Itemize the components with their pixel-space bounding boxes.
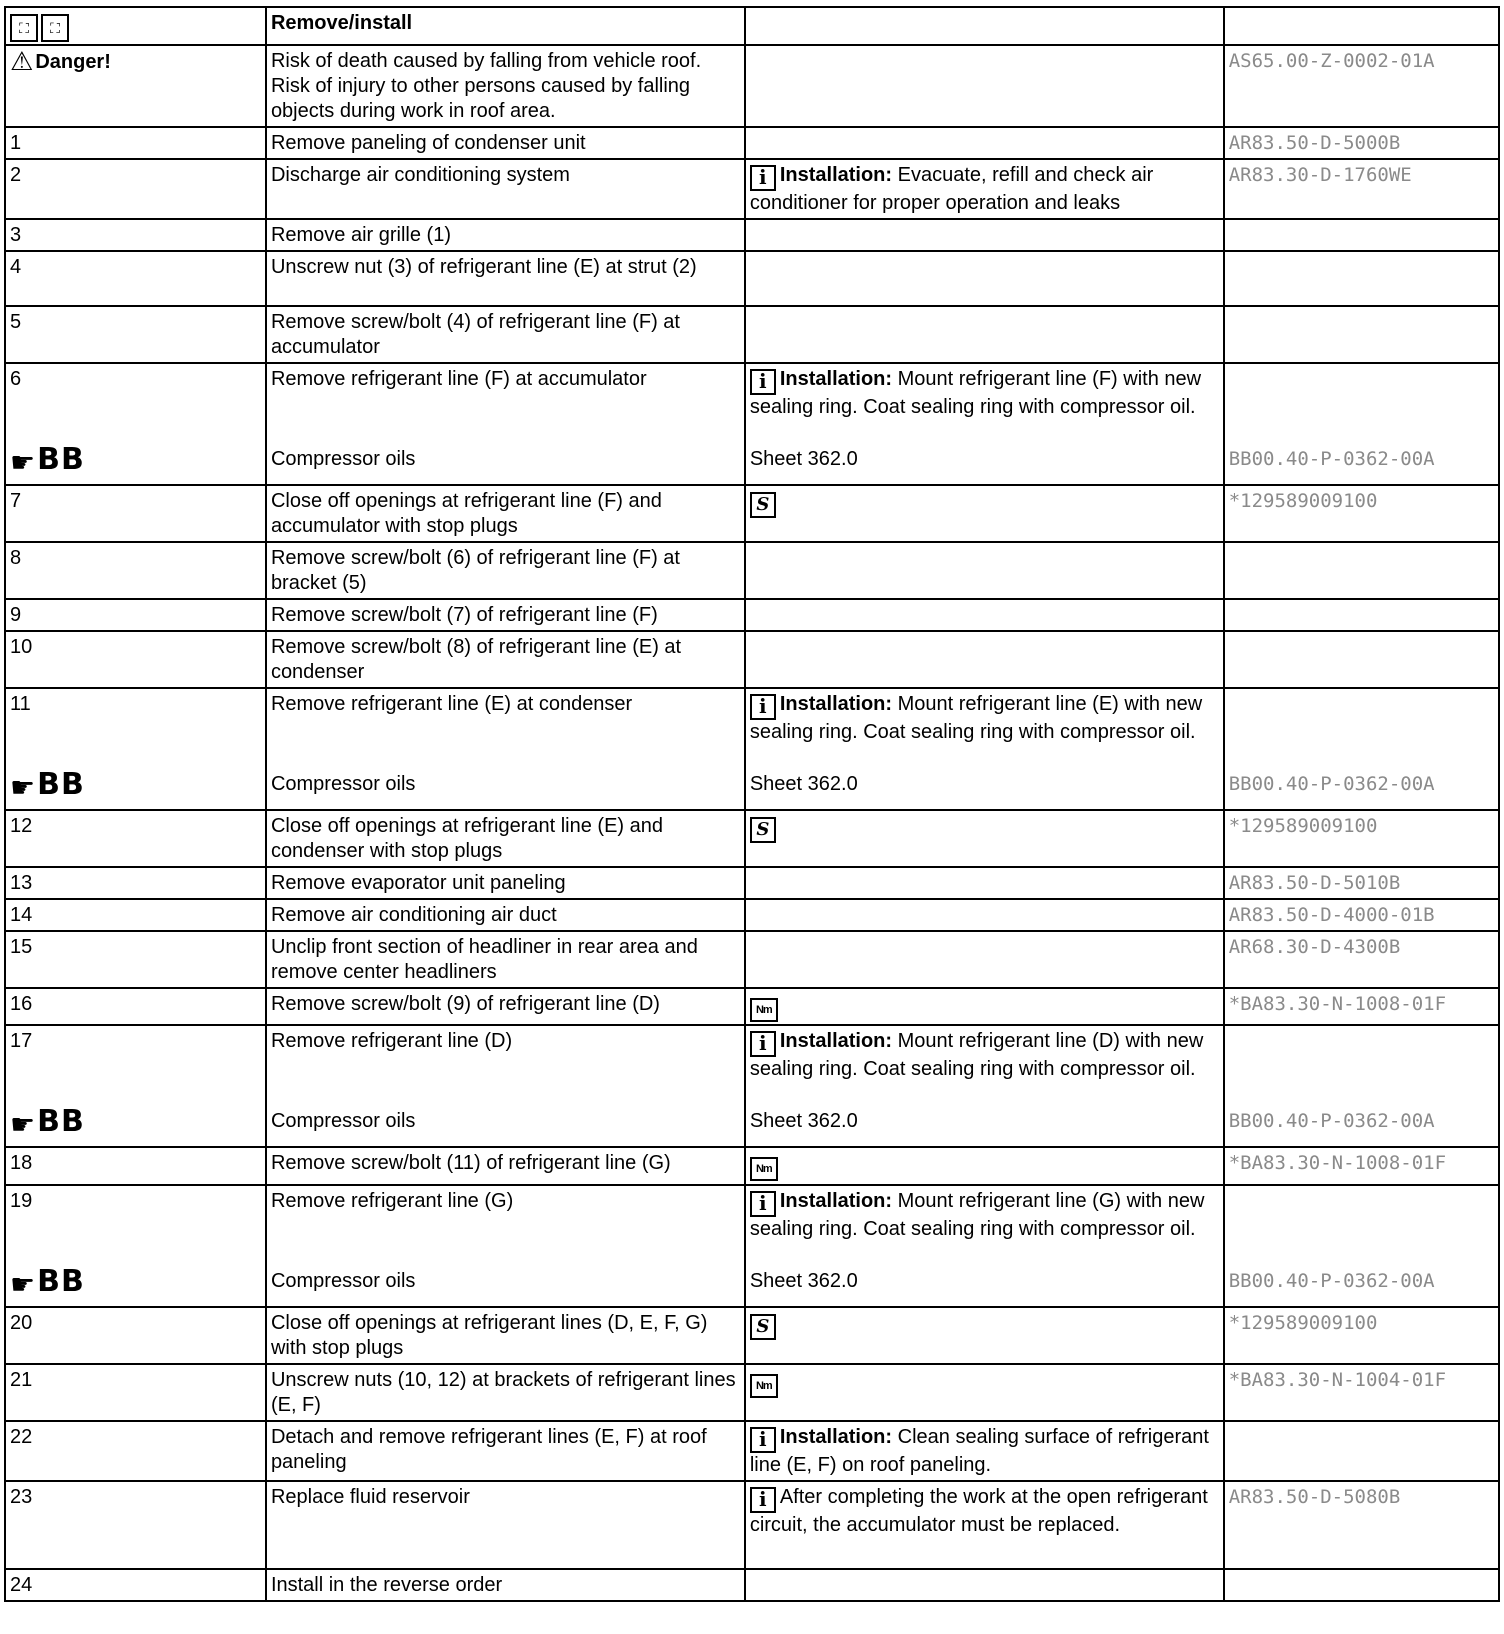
sheet-label: Sheet 362.0: [749, 1110, 858, 1132]
step-ref-cell: [1224, 1025, 1499, 1147]
step-text: Unscrew nuts (10, 12) at brackets of refrigerant lines (E, F): [266, 1364, 745, 1421]
step-number: 18: [5, 1147, 266, 1185]
table-row: [5, 931, 1499, 988]
step-ref-link[interactable]: AR68.30-D-4300B: [1224, 931, 1499, 988]
pointing-hand-icon: ☛: [10, 447, 36, 478]
step-text: Unscrew nut (3) of refrigerant line (E) at strut (2): [266, 251, 745, 306]
step-text: Install in the reverse order: [266, 1569, 745, 1601]
step-text: Remove evaporator unit paneling: [266, 867, 745, 899]
danger-label: Danger!: [35, 51, 111, 73]
step-number: 14: [5, 899, 266, 931]
step-text: Remove refrigerant line (E) at condenser: [270, 693, 633, 715]
sheet-label: Sheet 362.0: [749, 773, 858, 795]
step-number-cell: [5, 1025, 266, 1147]
compressor-oils-label: Compressor oils: [270, 1270, 416, 1292]
step-ref-link[interactable]: AR83.50-D-5000B: [1224, 127, 1499, 159]
info-icon: i: [750, 694, 776, 720]
step-number: 3: [5, 219, 266, 251]
step-text-cell: [266, 688, 745, 810]
step-number: 7: [5, 485, 266, 542]
info-icon: i: [750, 369, 776, 395]
step-note: i Installation: Mount refrigerant line (D) with new sealing ring. Coat sealing ring with compressor oil.: [749, 1030, 1204, 1080]
info-icon: i: [750, 1031, 776, 1057]
danger-ref-link[interactable]: AS65.00-Z-0002-01A: [1224, 45, 1499, 127]
step-number-cell: [5, 363, 266, 485]
step-number: 15: [5, 931, 266, 988]
bb-ref-link[interactable]: BB00.40-P-0362-00A: [1228, 1110, 1435, 1132]
installation-label: Installation:: [779, 164, 893, 186]
step-text-cell: [266, 363, 745, 485]
step-number: 23: [5, 1481, 266, 1569]
step-text: Remove screw/bolt (7) of refrigerant line (F): [266, 599, 745, 631]
step-ref-cell: [1224, 363, 1499, 485]
step-number: 10: [5, 631, 266, 688]
step-text: Close off openings at refrigerant lines (D, E, F, G) with stop plugs: [266, 1307, 745, 1364]
table-row: [5, 810, 1499, 867]
step-text: Remove refrigerant line (D): [270, 1030, 513, 1052]
bb-ref-link[interactable]: BB00.40-P-0362-00A: [1228, 448, 1435, 470]
step-text: Remove screw/bolt (8) of refrigerant line (E) at condenser: [266, 631, 745, 688]
bb-marker: ☛BB: [10, 1264, 85, 1300]
step-text: Remove refrigerant line (G): [270, 1190, 514, 1212]
step-ref-cell: [1224, 688, 1499, 810]
table-row: [5, 1025, 1499, 1147]
warning-triangle-icon: ⚠: [10, 46, 34, 76]
step-note: i After completing the work at the open refrigerant circuit, the accumulator must be replaced.: [745, 1481, 1224, 1569]
torque-nm-icon: Nm: [750, 1374, 778, 1398]
table-row: [5, 542, 1499, 599]
table-row: [5, 599, 1499, 631]
table-row: [5, 1421, 1499, 1481]
step-text: Unclip front section of headliner in rear area and remove center headliners: [266, 931, 745, 988]
bb-marker: ☛BB: [10, 442, 85, 478]
table-header-row: [5, 7, 1499, 45]
table-row: [5, 1185, 1499, 1307]
bb-ref-link[interactable]: BB00.40-P-0362-00A: [1228, 1270, 1435, 1292]
info-icon: i: [750, 1191, 776, 1217]
step-number-cell: [5, 688, 266, 810]
sheet-label: Sheet 362.0: [749, 448, 858, 470]
step-number: 12: [5, 810, 266, 867]
info-icon: i: [750, 1487, 776, 1513]
pointing-hand-icon: ☛: [10, 772, 36, 803]
header-empty-cell: [1224, 7, 1499, 45]
step-note: i Installation: Mount refrigerant line (F) with new sealing ring. Coat sealing ring with compressor oil.: [749, 368, 1202, 418]
step-number: 21: [5, 1364, 266, 1421]
info-icon: i: [750, 1427, 776, 1453]
table-row: [5, 899, 1499, 931]
table-row: [5, 251, 1499, 306]
step-number: 4: [5, 251, 266, 306]
bb-ref-link[interactable]: BB00.40-P-0362-00A: [1228, 773, 1435, 795]
table-row: [5, 988, 1499, 1025]
compressor-oils-label: Compressor oils: [270, 1110, 416, 1132]
step-text: Detach and remove refrigerant lines (E, F) at roof paneling: [266, 1421, 745, 1481]
table-row: [5, 363, 1499, 485]
header-title: Remove/install: [266, 7, 745, 45]
step-ref-link[interactable]: AR83.50-D-4000-01B: [1224, 899, 1499, 931]
step-text: Replace fluid reservoir: [266, 1481, 745, 1569]
header-empty-cell: [745, 7, 1224, 45]
step-number: 1: [5, 127, 266, 159]
step-note-cell: [745, 1025, 1224, 1147]
compressor-oils-label: Compressor oils: [270, 773, 416, 795]
table-row: [5, 159, 1499, 219]
step-text-cell: [266, 1185, 745, 1307]
step-text: Remove air conditioning air duct: [266, 899, 745, 931]
step-ref-link[interactable]: AR83.50-D-5080B: [1224, 1481, 1499, 1569]
step-text-cell: [266, 1025, 745, 1147]
step-text: Remove screw/bolt (9) of refrigerant line (D): [266, 988, 745, 1025]
step-number: 24: [5, 1569, 266, 1601]
table-row: [5, 1569, 1499, 1601]
step-ref-link[interactable]: *129589009100: [1224, 1307, 1499, 1364]
step-number-cell: [5, 1185, 266, 1307]
special-tool-icon: S: [750, 1314, 776, 1340]
step-number: 11: [10, 693, 31, 715]
procedure-table: [4, 6, 1500, 1602]
step-ref-link[interactable]: *BA83.30-N-1004-01F: [1224, 1364, 1499, 1421]
danger-row: [5, 45, 1499, 127]
table-row: [5, 219, 1499, 251]
special-tool-icon: S: [750, 817, 776, 843]
step-ref-link[interactable]: *BA83.30-N-1008-01F: [1224, 1147, 1499, 1185]
step-text: Remove paneling of condenser unit: [266, 127, 745, 159]
sheet-label: Sheet 362.0: [749, 1270, 858, 1292]
table-row: [5, 1147, 1499, 1185]
note-text: Evacuate, refill and check air conditioner for proper operation and leaks: [749, 164, 1154, 214]
step-text: Close off openings at refrigerant line (F) and accumulator with stop plugs: [266, 485, 745, 542]
step-number: 16: [5, 988, 266, 1025]
table-row: [5, 631, 1499, 688]
step-ref-link[interactable]: *129589009100: [1224, 810, 1499, 867]
step-text: Remove air grille (1): [266, 219, 745, 251]
table-row: [5, 127, 1499, 159]
compressor-oils-label: Compressor oils: [270, 448, 416, 470]
step-note: [745, 159, 1224, 219]
step-number: 20: [5, 1307, 266, 1364]
step-text: Remove screw/bolt (11) of refrigerant line (G): [266, 1147, 745, 1185]
step-note-cell: [745, 363, 1224, 485]
danger-cell: [5, 45, 266, 127]
step-number: 2: [5, 159, 266, 219]
torque-nm-icon: Nm: [750, 1157, 778, 1181]
bb-marker: ☛BB: [10, 767, 85, 803]
step-number: 5: [5, 306, 266, 363]
step-note: i Installation: Mount refrigerant line (G) with new sealing ring. Coat sealing ring with compressor oil.: [749, 1190, 1205, 1240]
table-row: [5, 1307, 1499, 1364]
step-number: 8: [5, 542, 266, 599]
step-text: Close off openings at refrigerant line (E) and condenser with stop plugs: [266, 810, 745, 867]
step-ref-cell: [1224, 1185, 1499, 1307]
step-number: 9: [5, 599, 266, 631]
step-note: i Installation: Mount refrigerant line (E) with new sealing ring. Coat sealing ring with compressor oil.: [749, 693, 1203, 743]
step-number: 22: [5, 1421, 266, 1481]
step-ref-link[interactable]: AR83.50-D-5010B: [1224, 867, 1499, 899]
collapse-icon[interactable]: ⛶: [41, 14, 69, 42]
table-row: [5, 306, 1499, 363]
step-number: 17: [10, 1030, 33, 1052]
step-number: 6: [10, 368, 22, 390]
danger-text: Risk of death caused by falling from vehicle roof. Risk of injury to other persons caused by falling objects during work in roof area.: [266, 45, 745, 127]
step-text: Remove screw/bolt (6) of refrigerant line (F) at bracket (5): [266, 542, 745, 599]
table-row: [5, 485, 1499, 542]
step-note-cell: [745, 1185, 1224, 1307]
pointing-hand-icon: ☛: [10, 1269, 36, 1300]
step-note-cell: [745, 688, 1224, 810]
step-ref-link[interactable]: AR83.30-D-1760WE: [1224, 159, 1499, 219]
step-ref-link[interactable]: *BA83.30-N-1008-01F: [1224, 988, 1499, 1025]
info-icon: i: [750, 165, 776, 191]
pointing-hand-icon: ☛: [10, 1109, 36, 1140]
table-row: [5, 1364, 1499, 1421]
step-text: Remove refrigerant line (F) at accumulator: [270, 368, 647, 390]
expand-icon[interactable]: ⛶: [10, 14, 38, 42]
table-row: [5, 867, 1499, 899]
special-tool-icon: S: [750, 492, 776, 518]
table-row: [5, 1481, 1499, 1569]
bb-marker: ☛BB: [10, 1104, 85, 1140]
step-number: 19: [10, 1190, 33, 1212]
header-icons-cell: [5, 7, 266, 45]
step-note: i Installation: Clean sealing surface of refrigerant line (E, F) on roof paneling.: [745, 1421, 1224, 1481]
step-number: 13: [5, 867, 266, 899]
step-text: Remove screw/bolt (4) of refrigerant line (F) at accumulator: [266, 306, 745, 363]
torque-nm-icon: Nm: [750, 998, 778, 1022]
step-text: Discharge air conditioning system: [266, 159, 745, 219]
step-ref-link[interactable]: *129589009100: [1224, 485, 1499, 542]
table-row: [5, 688, 1499, 810]
